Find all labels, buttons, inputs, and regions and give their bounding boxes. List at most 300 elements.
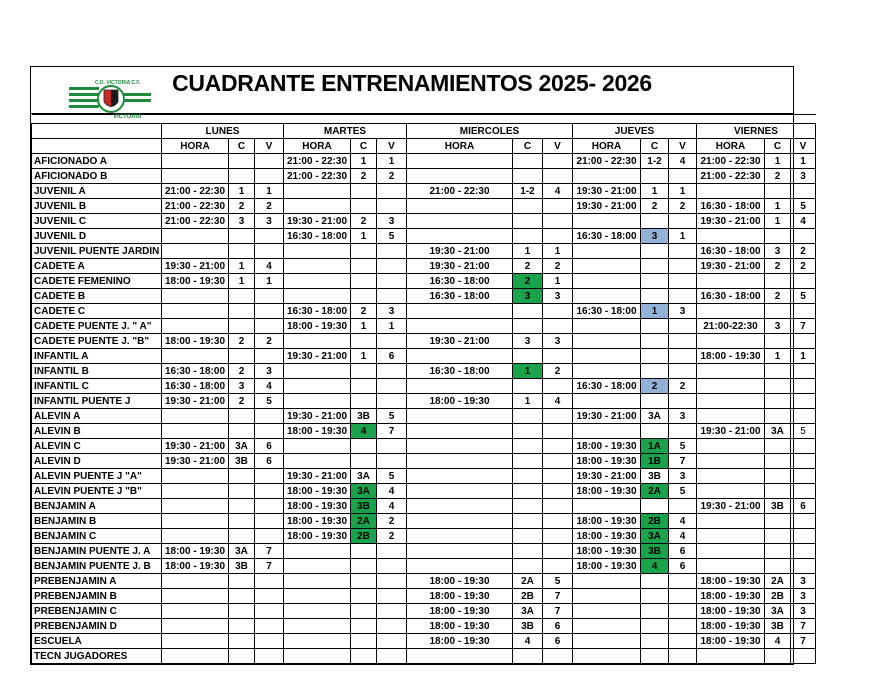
vestuario-cell (669, 649, 697, 664)
page-title: CUADRANTE ENTRENAMIENTOS 2025- 2026 (172, 70, 652, 96)
table-row (32, 634, 816, 649)
campo-cell: 3B (641, 469, 669, 484)
campo-cell: 2 (513, 274, 543, 289)
vestuario-cell (255, 244, 284, 259)
hora-cell (284, 394, 351, 409)
campo-cell (765, 274, 791, 289)
campo-cell (513, 514, 543, 529)
vestuario-cell: 3 (791, 604, 816, 619)
table-row (32, 409, 816, 424)
campo-cell: 2 (351, 304, 377, 319)
hora-cell (407, 214, 513, 229)
vestuario-cell: 7 (791, 319, 816, 334)
campo-cell: 1 (765, 154, 791, 169)
campo-cell (229, 244, 255, 259)
team-name: ESCUELA (32, 634, 162, 649)
vestuario-cell (543, 559, 573, 574)
hora-cell (573, 589, 641, 604)
team-name: BENJAMIN B (32, 514, 162, 529)
campo-cell (513, 484, 543, 499)
logo-bottom-text: VICTORIA (113, 114, 142, 120)
vestuario-cell (791, 484, 816, 499)
vestuario-cell (255, 514, 284, 529)
campo-cell: 2B (513, 589, 543, 604)
campo-cell: 1 (641, 304, 669, 319)
vestuario-cell: 6 (543, 634, 573, 649)
campo-cell (229, 229, 255, 244)
vestuario-cell (791, 184, 816, 199)
hora-cell (407, 229, 513, 244)
vestuario-cell (377, 634, 407, 649)
campo-cell: 3A (351, 484, 377, 499)
vestuario-cell (669, 589, 697, 604)
campo-cell (351, 619, 377, 634)
hora-cell (162, 469, 229, 484)
hora-cell (697, 304, 765, 319)
table-row (32, 364, 816, 379)
hora-cell: 19:30 - 21:00 (284, 214, 351, 229)
hora-cell: 19:30 - 21:00 (162, 439, 229, 454)
team-name: JUVENIL C (32, 214, 162, 229)
campo-cell: 3A (765, 424, 791, 439)
campo-cell (351, 574, 377, 589)
campo-cell (351, 604, 377, 619)
campo-cell (765, 514, 791, 529)
vestuario-cell: 7 (669, 454, 697, 469)
hora-cell (697, 484, 765, 499)
hora-cell: 18:00 - 19:30 (407, 634, 513, 649)
hora-cell (162, 529, 229, 544)
hora-cell: 19:30 - 21:00 (284, 349, 351, 364)
vestuario-cell: 4 (255, 379, 284, 394)
campo-cell: 3B (229, 454, 255, 469)
team-name: CADETE PUENTE J. " A" (32, 319, 162, 334)
vestuario-cell: 4 (669, 529, 697, 544)
hora-cell (573, 424, 641, 439)
vestuario-cell (669, 349, 697, 364)
team-name: BENJAMIN A (32, 499, 162, 514)
campo-cell: 2 (765, 169, 791, 184)
vestuario-cell: 1 (377, 319, 407, 334)
vestuario-cell: 7 (255, 544, 284, 559)
hora-cell (697, 454, 765, 469)
campo-cell: 3A (229, 439, 255, 454)
hora-cell (162, 634, 229, 649)
c-header: C (641, 139, 669, 154)
vestuario-cell (377, 439, 407, 454)
hora-cell (407, 304, 513, 319)
campo-cell: 3 (229, 379, 255, 394)
vestuario-cell: 5 (669, 439, 697, 454)
campo-cell (229, 619, 255, 634)
hora-cell (573, 499, 641, 514)
campo-cell (513, 559, 543, 574)
logo-top-text: C.D. VICTORIA C.F. (95, 80, 141, 86)
hora-cell (573, 274, 641, 289)
hora-cell: 18:00 - 19:30 (162, 559, 229, 574)
table-row (32, 529, 816, 544)
campo-cell (351, 244, 377, 259)
campo-cell: 3 (513, 289, 543, 304)
campo-cell: 2 (641, 379, 669, 394)
hora-cell: 19:30 - 21:00 (284, 469, 351, 484)
hora-cell: 18:00 - 19:30 (162, 274, 229, 289)
hora-cell: 16:30 - 18:00 (162, 364, 229, 379)
campo-cell (351, 379, 377, 394)
vestuario-cell: 3 (669, 409, 697, 424)
vestuario-cell: 1 (255, 274, 284, 289)
campo-cell (641, 649, 669, 664)
vestuario-cell (669, 259, 697, 274)
hora-cell: 16:30 - 18:00 (697, 244, 765, 259)
vestuario-cell (669, 499, 697, 514)
campo-cell (229, 649, 255, 664)
campo-cell: 3 (765, 319, 791, 334)
hora-cell: 16:30 - 18:00 (407, 364, 513, 379)
hora-cell: 21:00 - 22:30 (573, 154, 641, 169)
hora-cell (407, 529, 513, 544)
campo-cell (765, 649, 791, 664)
hora-cell: 19:30 - 21:00 (697, 424, 765, 439)
table-row (32, 544, 816, 559)
campo-cell (513, 469, 543, 484)
vestuario-cell (543, 469, 573, 484)
vestuario-cell (791, 304, 816, 319)
hora-cell: 18:00 - 19:30 (573, 514, 641, 529)
campo-cell: 3 (765, 244, 791, 259)
table-row (32, 484, 816, 499)
team-name: CADETE B (32, 289, 162, 304)
hora-cell: 18:00 - 19:30 (573, 559, 641, 574)
table-row (32, 454, 816, 469)
hora-cell (407, 199, 513, 214)
vestuario-cell (377, 259, 407, 274)
vestuario-cell (543, 169, 573, 184)
vestuario-cell (255, 319, 284, 334)
hora-cell: 21:00 - 22:30 (284, 154, 351, 169)
vestuario-cell (543, 649, 573, 664)
hora-cell (697, 529, 765, 544)
hora-cell (407, 559, 513, 574)
hora-header: HORA (162, 139, 229, 154)
vestuario-cell (543, 409, 573, 424)
hora-header: HORA (407, 139, 513, 154)
hora-cell (407, 454, 513, 469)
campo-cell (513, 154, 543, 169)
vestuario-cell: 7 (543, 589, 573, 604)
campo-cell: 1 (351, 154, 377, 169)
vestuario-cell (255, 529, 284, 544)
hora-header: HORA (284, 139, 351, 154)
vestuario-cell (543, 454, 573, 469)
vestuario-cell (255, 349, 284, 364)
campo-cell (765, 544, 791, 559)
hora-cell (284, 634, 351, 649)
vestuario-cell (791, 229, 816, 244)
vestuario-cell (377, 244, 407, 259)
hora-cell: 18:00 - 19:30 (573, 454, 641, 469)
vestuario-cell (669, 604, 697, 619)
hora-cell (697, 649, 765, 664)
sub-header-row (32, 139, 816, 154)
team-name: CADETE A (32, 259, 162, 274)
campo-cell (765, 304, 791, 319)
campo-cell (765, 184, 791, 199)
vestuario-cell (255, 304, 284, 319)
table-row (32, 604, 816, 619)
campo-cell: 2 (229, 394, 255, 409)
hora-cell (407, 439, 513, 454)
vestuario-cell (791, 514, 816, 529)
vestuario-cell (791, 649, 816, 664)
hora-cell: 19:30 - 21:00 (573, 199, 641, 214)
hora-cell: 19:30 - 21:00 (697, 259, 765, 274)
hora-cell: 21:00 - 22:30 (162, 214, 229, 229)
hora-cell: 16:30 - 18:00 (407, 289, 513, 304)
vestuario-cell: 2 (255, 334, 284, 349)
hora-cell: 16:30 - 18:00 (284, 229, 351, 244)
hora-cell (284, 199, 351, 214)
vestuario-cell (543, 319, 573, 334)
hora-cell: 16:30 - 18:00 (573, 304, 641, 319)
vestuario-cell (377, 184, 407, 199)
table-row (32, 649, 816, 664)
vestuario-cell (543, 484, 573, 499)
vestuario-cell: 7 (255, 559, 284, 574)
campo-cell: 2 (229, 334, 255, 349)
hora-cell: 18:00 - 19:30 (697, 349, 765, 364)
hora-cell (284, 589, 351, 604)
schedule-sheet (30, 66, 807, 665)
table-row (32, 469, 816, 484)
campo-cell: 2 (229, 364, 255, 379)
campo-cell: 3A (351, 469, 377, 484)
vestuario-cell (543, 379, 573, 394)
hora-header: HORA (573, 139, 641, 154)
hora-cell: 18:00 - 19:30 (697, 634, 765, 649)
campo-cell (229, 304, 255, 319)
hora-cell (573, 319, 641, 334)
hora-cell: 18:00 - 19:30 (284, 484, 351, 499)
campo-cell: 3B (229, 559, 255, 574)
campo-cell (229, 604, 255, 619)
vestuario-cell: 4 (669, 514, 697, 529)
hora-cell (162, 244, 229, 259)
day-header: JUEVES (573, 124, 697, 139)
vestuario-cell: 3 (255, 214, 284, 229)
hora-cell (284, 274, 351, 289)
vestuario-cell (791, 334, 816, 349)
vestuario-cell: 4 (255, 259, 284, 274)
vestuario-cell: 5 (543, 574, 573, 589)
team-name: ALEVIN A (32, 409, 162, 424)
campo-cell: 2A (641, 484, 669, 499)
vestuario-cell (377, 274, 407, 289)
vestuario-cell: 4 (543, 394, 573, 409)
hora-cell (573, 289, 641, 304)
hora-cell: 18:00 - 19:30 (162, 334, 229, 349)
hora-cell (162, 514, 229, 529)
campo-cell (351, 649, 377, 664)
campo-cell (351, 439, 377, 454)
vestuario-cell: 5 (255, 394, 284, 409)
hora-cell (407, 319, 513, 334)
campo-cell: 2A (513, 574, 543, 589)
hora-cell (162, 289, 229, 304)
hora-cell (284, 574, 351, 589)
campo-cell (765, 529, 791, 544)
hora-cell: 18:00 - 19:30 (697, 589, 765, 604)
campo-cell: 3A (513, 604, 543, 619)
vestuario-cell: 7 (791, 634, 816, 649)
team-name: JUVENIL D (32, 229, 162, 244)
campo-cell (229, 499, 255, 514)
campo-cell (229, 409, 255, 424)
campo-cell: 2 (641, 199, 669, 214)
day-header: MARTES (284, 124, 407, 139)
vestuario-cell (255, 649, 284, 664)
hora-cell (284, 544, 351, 559)
campo-cell (351, 589, 377, 604)
hora-cell (573, 634, 641, 649)
vestuario-cell (255, 289, 284, 304)
hora-cell (284, 604, 351, 619)
vestuario-cell: 1 (791, 154, 816, 169)
hora-cell (573, 259, 641, 274)
hora-cell: 19:30 - 21:00 (697, 214, 765, 229)
hora-cell: 21:00 - 22:30 (697, 169, 765, 184)
campo-cell: 1 (765, 199, 791, 214)
hora-cell (573, 649, 641, 664)
campo-cell (765, 229, 791, 244)
vestuario-cell: 2 (669, 199, 697, 214)
vestuario-cell (669, 574, 697, 589)
vestuario-cell: 2 (255, 199, 284, 214)
day-header: MIERCOLES (407, 124, 573, 139)
hora-cell (573, 604, 641, 619)
schedule-table (31, 114, 816, 664)
hora-cell: 19:30 - 21:00 (284, 409, 351, 424)
vestuario-cell: 3 (543, 334, 573, 349)
campo-cell: 1 (513, 364, 543, 379)
hora-cell (573, 334, 641, 349)
campo-cell: 3B (641, 544, 669, 559)
table-row (32, 619, 816, 634)
campo-cell (765, 439, 791, 454)
campo-cell: 3A (229, 544, 255, 559)
hora-cell: 18:00 - 19:30 (697, 604, 765, 619)
vestuario-cell (377, 619, 407, 634)
hora-cell (162, 424, 229, 439)
campo-cell (641, 619, 669, 634)
hora-cell (573, 214, 641, 229)
campo-cell (229, 514, 255, 529)
team-name: PREBENJAMIN C (32, 604, 162, 619)
vestuario-cell: 2 (377, 529, 407, 544)
hora-cell: 18:00 - 19:30 (407, 394, 513, 409)
v-header: V (543, 139, 573, 154)
table-row (32, 394, 816, 409)
campo-cell: 1-2 (641, 154, 669, 169)
campo-cell (765, 454, 791, 469)
hora-cell: 19:30 - 21:00 (162, 394, 229, 409)
vestuario-cell: 7 (377, 424, 407, 439)
vestuario-cell: 6 (377, 349, 407, 364)
table-row (32, 289, 816, 304)
campo-cell (351, 634, 377, 649)
table-row (32, 424, 816, 439)
hora-cell (407, 484, 513, 499)
hora-cell (162, 574, 229, 589)
campo-cell: 2 (765, 259, 791, 274)
hora-cell (284, 379, 351, 394)
hora-cell (697, 559, 765, 574)
hora-cell: 18:00 - 19:30 (697, 619, 765, 634)
campo-cell (641, 499, 669, 514)
campo-cell: 3 (641, 229, 669, 244)
campo-cell (351, 454, 377, 469)
campo-cell (513, 214, 543, 229)
campo-cell (351, 259, 377, 274)
hora-cell: 21:00-22:30 (697, 319, 765, 334)
campo-cell: 2 (229, 199, 255, 214)
vestuario-cell (791, 409, 816, 424)
table-row (32, 499, 816, 514)
vestuario-cell (669, 334, 697, 349)
vestuario-cell (377, 559, 407, 574)
table-row (32, 154, 816, 169)
hora-cell (407, 169, 513, 184)
hora-cell (162, 589, 229, 604)
vestuario-cell: 5 (791, 289, 816, 304)
hora-cell (284, 454, 351, 469)
campo-cell (513, 649, 543, 664)
hora-cell: 18:00 - 19:30 (573, 544, 641, 559)
table-row (32, 304, 816, 319)
hora-cell (407, 544, 513, 559)
campo-cell (641, 589, 669, 604)
campo-cell (641, 364, 669, 379)
campo-cell (513, 439, 543, 454)
campo-cell (513, 199, 543, 214)
campo-cell: 1B (641, 454, 669, 469)
table-row (32, 439, 816, 454)
hora-cell: 21:00 - 22:30 (284, 169, 351, 184)
vestuario-cell: 6 (255, 454, 284, 469)
team-name: CADETE PUENTE J. "B" (32, 334, 162, 349)
vestuario-cell (543, 514, 573, 529)
table-row (32, 574, 816, 589)
vestuario-cell: 3 (543, 289, 573, 304)
vestuario-cell (255, 409, 284, 424)
team-name: JUVENIL PUENTE JARDIN (32, 244, 162, 259)
campo-cell: 3A (641, 409, 669, 424)
vestuario-cell: 6 (669, 559, 697, 574)
vestuario-cell (377, 199, 407, 214)
vestuario-cell (669, 634, 697, 649)
team-name: TECN JUGADORES (32, 649, 162, 664)
vestuario-cell (255, 604, 284, 619)
campo-cell: 1 (351, 229, 377, 244)
vestuario-cell: 3 (669, 469, 697, 484)
vestuario-cell: 4 (543, 184, 573, 199)
hora-cell: 19:30 - 21:00 (162, 259, 229, 274)
hora-cell (697, 274, 765, 289)
hora-cell (697, 364, 765, 379)
vestuario-cell: 2 (791, 259, 816, 274)
campo-cell (513, 319, 543, 334)
campo-cell: 3B (765, 499, 791, 514)
